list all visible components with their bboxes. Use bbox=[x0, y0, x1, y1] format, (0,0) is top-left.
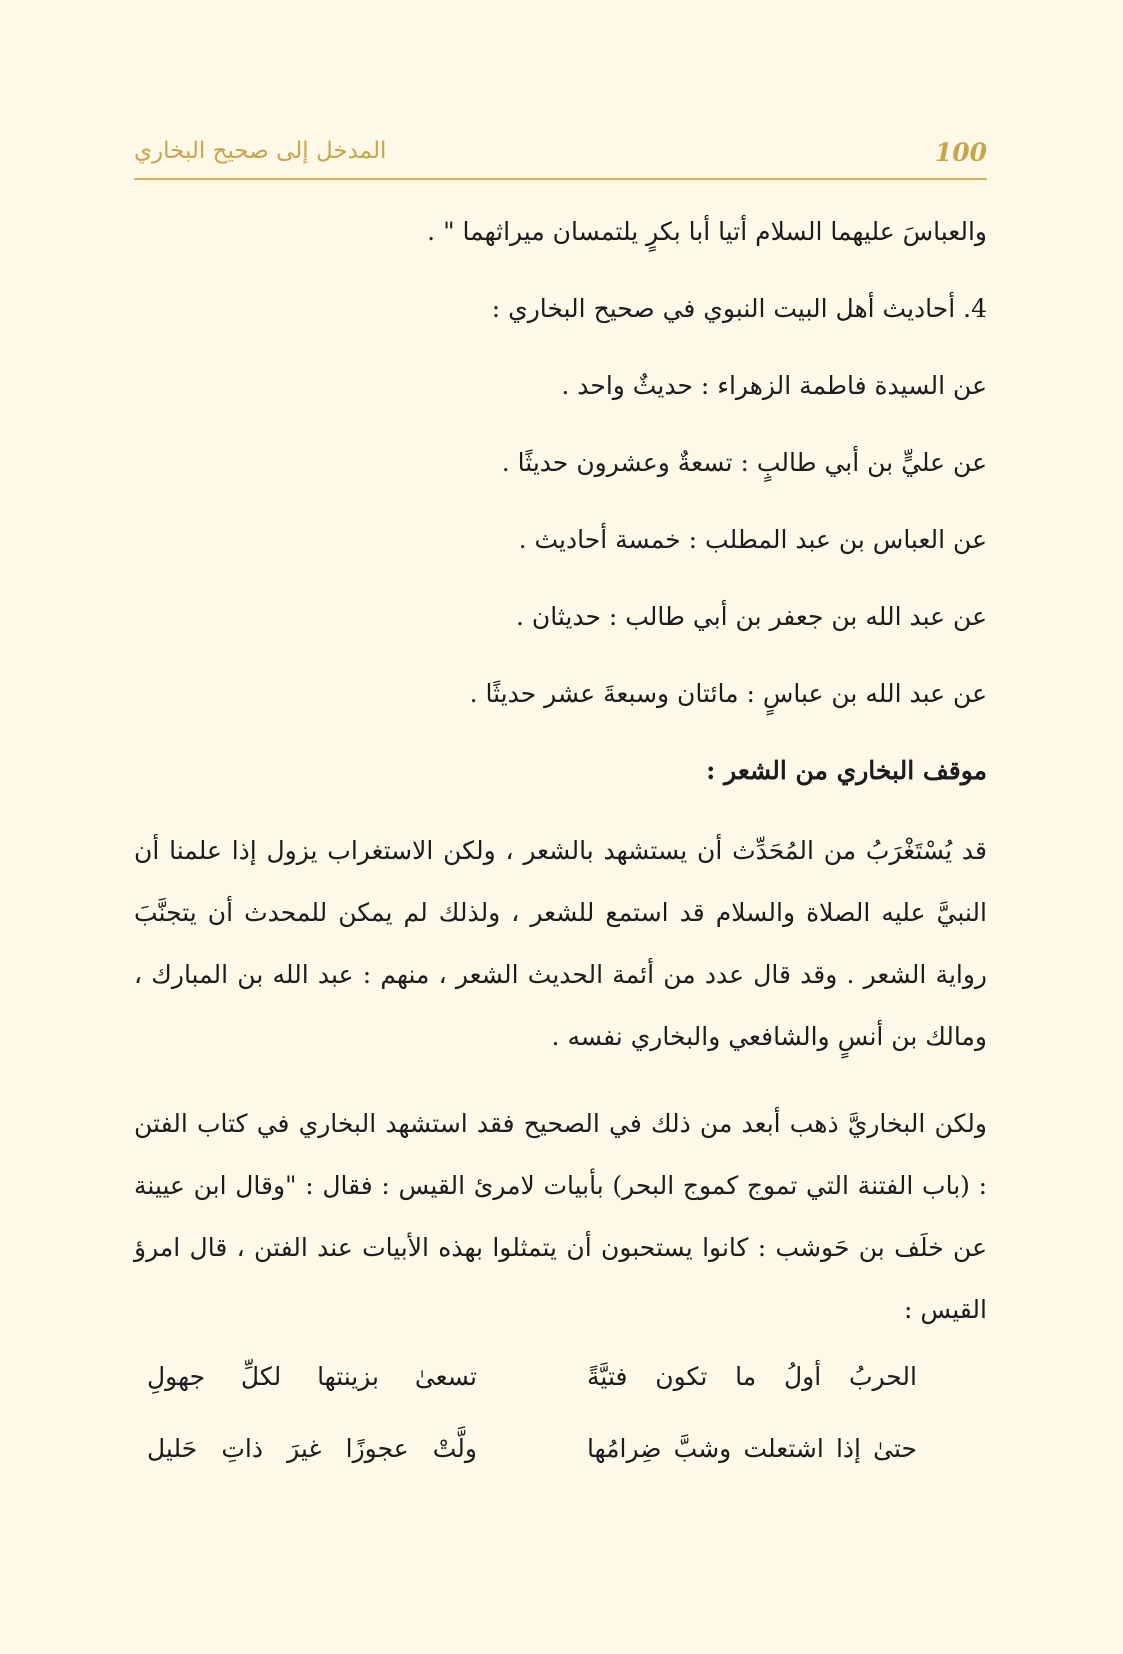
section-heading: موقف البخاري من الشعر : bbox=[706, 756, 987, 785]
hadith-count-item: عن عبد الله بن عباسٍ : مائتان وسبعةَ عشر حديثًا . bbox=[469, 679, 987, 708]
header-divider bbox=[134, 178, 987, 180]
list-heading: 4. أحاديث أهل البيت النبوي في صحيح البخاري : bbox=[491, 294, 987, 323]
running-title: المدخل إلى صحيح البخاري bbox=[134, 138, 387, 164]
text-line: والعباسَ عليهما السلام أتيا أبا بكرٍ يلتمسان ميراثهما " . bbox=[427, 217, 987, 246]
hadith-count-item: عن السيدة فاطمة الزهراء : حديثٌ واحد . bbox=[561, 371, 987, 400]
page-header bbox=[134, 138, 987, 180]
hadith-count-item: عن عليٍّ بن أبي طالبٍ : تسعةٌ وعشرون حديثًا . bbox=[501, 448, 987, 477]
page-body bbox=[134, 210, 987, 1355]
hadith-count-item: عن العباس بن عبد المطلب : خمسة أحاديث . bbox=[518, 525, 987, 554]
poem-verse bbox=[134, 1340, 987, 1412]
paragraph: قد يُسْتَغْرَبُ من المُحَدِّث أن يستشهد بالشعر ، ولكن الاستغراب يزول إذا علمنا أن النبيَّ عليه الصلاة والسلام قد استمع للشعر ، ولذلك لم يمكن للمحدث أن يتجنَّبَ رواية الشعر . وقد قال عدد من أئمة الحديث الشعر ، منهم : عبد الله بن المبارك ، ومالك بن أنسٍ والشافعي والبخاري نفسه . bbox=[134, 836, 987, 1051]
poem-block bbox=[134, 1340, 987, 1484]
poem-verse bbox=[134, 1412, 987, 1484]
verse-second-half: تسعىٰ بزينتها لكلِّ جهولِ bbox=[147, 1361, 477, 1391]
verse-first-half: حتىٰ إذا اشتعلت وشبَّ ضِرامُها bbox=[587, 1433, 917, 1463]
paragraph: ولكن البخاريَّ ذهب أبعد من ذلك في الصحيح فقد استشهد البخاري في كتاب الفتن : (باب الفتنة التي تموج كموج البحر) بأبيات لامرئ القيس : فقال : "وقال ابن عيينة عن خلَف بن حَوشب : كانوا يستحبون أن يتمثلوا بهذه الأبيات عند الفتن ، قال امرؤ القيس : bbox=[134, 1109, 987, 1324]
verse-second-half: ولَّتْ عجوزًا غيرَ ذاتِ حَليل bbox=[147, 1433, 477, 1463]
hadith-count-item: عن عبد الله بن جعفر بن أبي طالب : حديثان . bbox=[515, 602, 987, 631]
page-number: 100 bbox=[934, 138, 987, 167]
verse-first-half: الحربُ أولُ ما تكون فتيَّةً bbox=[587, 1361, 917, 1391]
